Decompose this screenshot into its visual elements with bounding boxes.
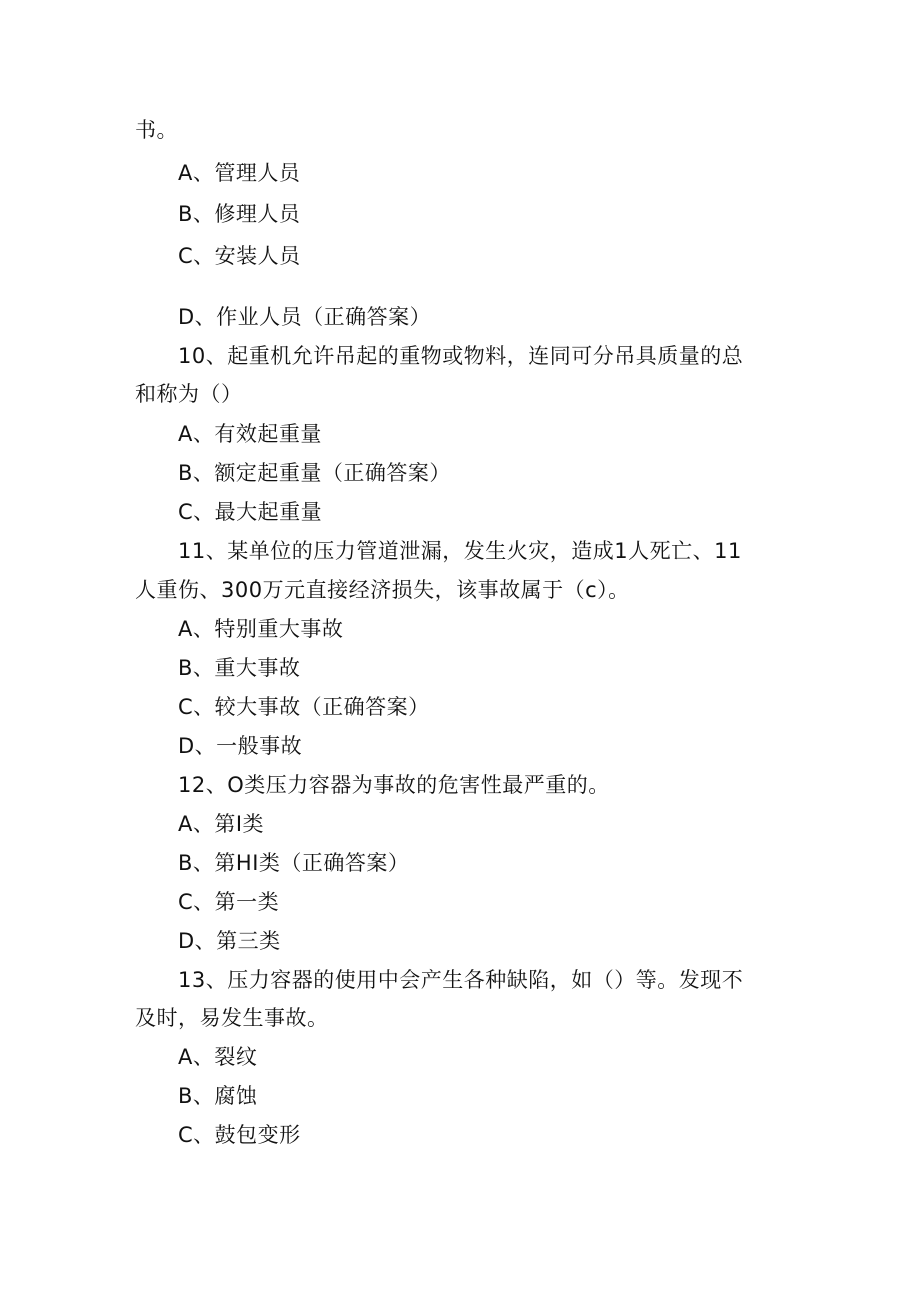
- text-line: 书。: [135, 118, 178, 142]
- option-line: B、第HI类（正确答案）: [178, 851, 410, 875]
- text-line: 和称为（）: [135, 382, 243, 406]
- option-line: A、管理人员: [178, 161, 301, 185]
- question-line: 10、起重机允许吊起的重物或物料，连同可分吊具质量的总: [178, 344, 744, 368]
- option-line: D、作业人员（正确答案）: [178, 305, 432, 329]
- option-line: A、有效起重量: [178, 422, 322, 446]
- option-line: C、鼓包变形: [178, 1123, 301, 1147]
- text-line: 及时，易发生事故。: [135, 1006, 329, 1030]
- option-line: C、最大起重量: [178, 500, 323, 524]
- option-line: D、一般事故: [178, 734, 303, 758]
- option-line: A、第I类: [178, 812, 265, 836]
- option-line: B、额定起重量（正确答案）: [178, 461, 451, 485]
- question-line: 13、压力容器的使用中会产生各种缺陷，如（）等。发现不: [178, 968, 744, 992]
- option-line: C、较大事故（正确答案）: [178, 695, 430, 719]
- question-line: 12、O类压力容器为事故的危害性最严重的。: [178, 773, 610, 797]
- question-line: 11、某单位的压力管道泄漏，发生火灾，造成1人死亡、11: [178, 539, 742, 563]
- text-line: 人重伤、300万元直接经济损失，该事故属于（c）。: [135, 578, 630, 602]
- option-line: C、第一类: [178, 890, 280, 914]
- option-line: D、第三类: [178, 929, 281, 953]
- option-line: B、腐蚀: [178, 1084, 258, 1108]
- option-line: A、裂纹: [178, 1045, 258, 1069]
- option-line: B、修理人员: [178, 202, 301, 226]
- option-line: B、重大事故: [178, 656, 301, 680]
- option-line: A、特别重大事故: [178, 617, 344, 641]
- option-line: C、安装人员: [178, 244, 301, 268]
